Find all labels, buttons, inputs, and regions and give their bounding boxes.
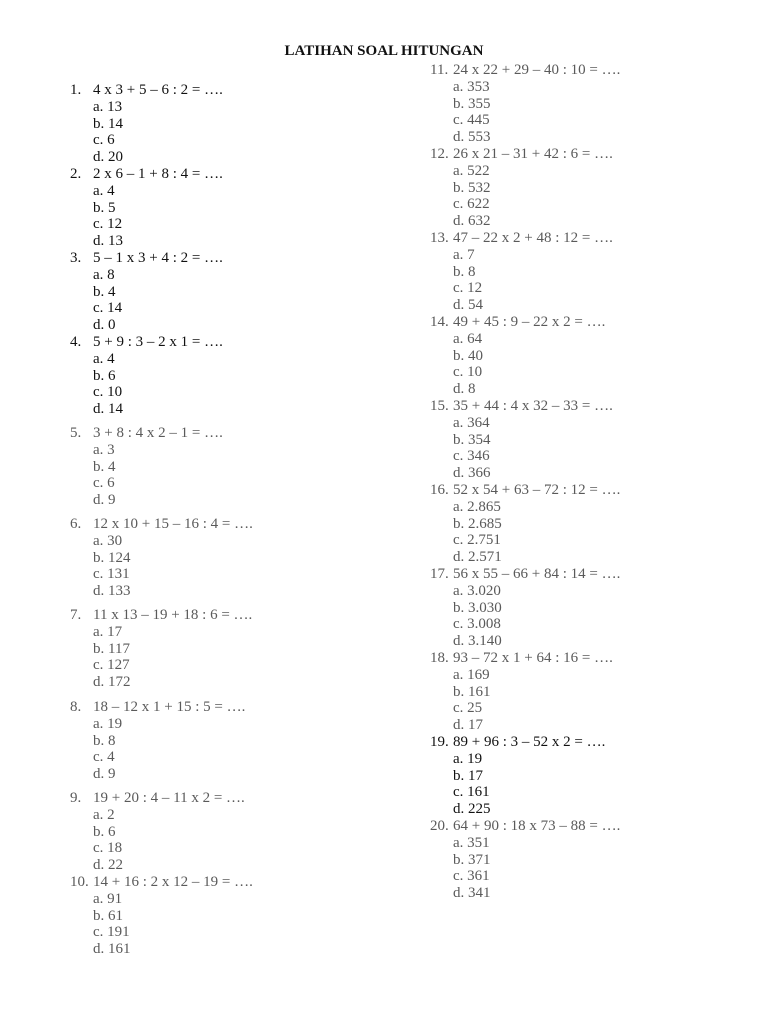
answer-option: d. 9 xyxy=(93,492,116,509)
question-header xyxy=(70,699,410,716)
question-header xyxy=(430,566,768,583)
question-number: 6. xyxy=(70,516,82,532)
answer-option: c. 18 xyxy=(93,840,123,857)
question-11 xyxy=(430,62,768,146)
question-number: 2. xyxy=(70,166,82,182)
question-header xyxy=(430,818,768,835)
answer-option: b. 5 xyxy=(93,199,116,216)
question-text: 3 + 8 : 4 x 2 – 1 = …. xyxy=(93,425,223,441)
answer-option: a. 353 xyxy=(453,78,490,95)
answer-option: a. 64 xyxy=(453,330,483,347)
answer-option: c. 346 xyxy=(453,448,490,465)
question-text: 11 x 13 – 19 + 18 : 6 = …. xyxy=(93,607,253,623)
answer-option: b. 161 xyxy=(453,683,491,700)
answer-option: b. 61 xyxy=(93,907,123,924)
answer-option: c. 445 xyxy=(453,112,490,129)
answer-option: c. 3.008 xyxy=(453,616,501,633)
answer-option: c. 10 xyxy=(453,364,483,381)
answer-option: a. 364 xyxy=(453,414,490,431)
question-header xyxy=(430,482,768,499)
answer-option: d. 14 xyxy=(93,401,123,418)
question-number: 3. xyxy=(70,250,82,266)
question-header xyxy=(70,334,410,351)
answer-option: a. 19 xyxy=(93,715,123,732)
answer-option: a. 7 xyxy=(453,246,475,263)
question-number: 8. xyxy=(70,699,82,715)
answer-option: d. 553 xyxy=(453,129,491,146)
answer-option: d. 2.571 xyxy=(453,549,502,566)
answer-option: a. 2 xyxy=(93,806,115,823)
answer-option: c. 131 xyxy=(93,566,130,583)
question-text: 2 x 6 – 1 + 8 : 4 = …. xyxy=(93,166,223,182)
question-text: 14 + 16 : 2 x 12 – 19 = …. xyxy=(93,874,253,890)
answer-option: a. 91 xyxy=(93,890,123,907)
question-number: 5. xyxy=(70,425,82,441)
answer-option: d. 13 xyxy=(93,233,123,250)
answer-option: a. 3 xyxy=(93,441,115,458)
answer-option: b. 371 xyxy=(453,851,491,868)
question-header xyxy=(70,425,410,442)
answer-option: d. 341 xyxy=(453,885,491,902)
question-13 xyxy=(430,230,768,314)
question-number: 10. xyxy=(70,874,89,890)
answer-option: d. 172 xyxy=(93,674,131,691)
answer-option: c. 12 xyxy=(453,280,483,297)
question-text: 35 + 44 : 4 x 32 – 33 = …. xyxy=(453,398,613,414)
question-5 xyxy=(70,425,410,509)
question-10 xyxy=(70,874,410,958)
answer-option: d. 8 xyxy=(453,381,476,398)
question-14 xyxy=(430,314,768,398)
answer-option: c. 25 xyxy=(453,700,483,717)
question-17 xyxy=(430,566,768,650)
answer-option: c. 14 xyxy=(93,300,123,317)
question-16 xyxy=(430,482,768,566)
question-text: 12 x 10 + 15 – 16 : 4 = …. xyxy=(93,516,253,532)
answer-option: c. 191 xyxy=(93,924,130,941)
answer-option: b. 3.030 xyxy=(453,599,502,616)
question-text: 5 – 1 x 3 + 4 : 2 = …. xyxy=(93,250,223,266)
answer-option: a. 19 xyxy=(453,750,483,767)
question-header xyxy=(430,398,768,415)
answer-option: a. 169 xyxy=(453,666,490,683)
question-text: 26 x 21 – 31 + 42 : 6 = …. xyxy=(453,146,613,162)
answer-option: a. 351 xyxy=(453,834,490,851)
answer-option: b. 6 xyxy=(93,367,116,384)
question-header xyxy=(70,874,410,891)
answer-option: a. 8 xyxy=(93,266,115,283)
question-19 xyxy=(430,734,768,818)
answer-option: b. 14 xyxy=(93,115,123,132)
answer-option: c. 10 xyxy=(93,384,123,401)
answer-option: b. 4 xyxy=(93,458,116,475)
question-header xyxy=(430,146,768,163)
answer-option: c. 4 xyxy=(93,749,115,766)
answer-option: d. 17 xyxy=(453,717,483,734)
question-text: 52 x 54 + 63 – 72 : 12 = …. xyxy=(453,482,621,498)
question-1 xyxy=(70,82,410,166)
question-number: 17. xyxy=(430,566,449,582)
answer-option: c. 127 xyxy=(93,657,130,674)
question-header xyxy=(430,314,768,331)
answer-option: c. 6 xyxy=(93,132,115,149)
question-text: 19 + 20 : 4 – 11 x 2 = …. xyxy=(93,790,245,806)
answer-option: b. 17 xyxy=(453,767,483,784)
answer-option: c. 361 xyxy=(453,868,490,885)
answer-option: d. 366 xyxy=(453,465,491,482)
question-number: 13. xyxy=(430,230,449,246)
question-header xyxy=(430,650,768,667)
question-number: 11. xyxy=(430,62,449,78)
question-number: 19. xyxy=(430,734,449,750)
question-2 xyxy=(70,166,410,250)
question-text: 64 + 90 : 18 x 73 – 88 = …. xyxy=(453,818,621,834)
answer-option: a. 2.865 xyxy=(453,498,501,515)
question-6 xyxy=(70,516,410,600)
question-number: 15. xyxy=(430,398,449,414)
answer-option: a. 17 xyxy=(93,623,123,640)
page-title: LATIHAN SOAL HITUNGAN xyxy=(284,43,484,59)
answer-option: d. 54 xyxy=(453,297,483,314)
question-text: 24 x 22 + 29 – 40 : 10 = …. xyxy=(453,62,621,78)
question-number: 9. xyxy=(70,790,82,806)
question-number: 1. xyxy=(70,82,82,98)
answer-option: c. 2.751 xyxy=(453,532,501,549)
question-number: 16. xyxy=(430,482,449,498)
question-header xyxy=(70,790,410,807)
question-number: 4. xyxy=(70,334,82,350)
answer-option: d. 3.140 xyxy=(453,633,502,650)
answer-option: d. 22 xyxy=(93,857,123,874)
question-text: 56 x 55 – 66 + 84 : 14 = …. xyxy=(453,566,621,582)
answer-option: d. 225 xyxy=(453,801,491,818)
answer-option: b. 8 xyxy=(93,732,116,749)
answer-option: b. 8 xyxy=(453,263,476,280)
answer-option: b. 40 xyxy=(453,347,483,364)
answer-option: d. 632 xyxy=(453,213,491,230)
question-text: 49 + 45 : 9 – 22 x 2 = …. xyxy=(453,314,606,330)
question-7 xyxy=(70,607,410,691)
question-header xyxy=(70,607,410,624)
answer-option: a. 522 xyxy=(453,162,490,179)
question-number: 12. xyxy=(430,146,449,162)
answer-option: b. 6 xyxy=(93,823,116,840)
question-number: 18. xyxy=(430,650,449,666)
answer-option: c. 6 xyxy=(93,475,115,492)
answer-option: b. 354 xyxy=(453,431,491,448)
question-header xyxy=(430,62,768,79)
question-text: 93 – 72 x 1 + 64 : 16 = …. xyxy=(453,650,613,666)
question-9 xyxy=(70,790,410,874)
answer-option: a. 13 xyxy=(93,98,123,115)
question-20 xyxy=(430,818,768,902)
question-15 xyxy=(430,398,768,482)
answer-option: a. 4 xyxy=(93,182,115,199)
answer-option: d. 9 xyxy=(93,766,116,783)
answer-option: a. 3.020 xyxy=(453,582,501,599)
question-number: 14. xyxy=(430,314,449,330)
answer-option: b. 2.685 xyxy=(453,515,502,532)
question-text: 89 + 96 : 3 – 52 x 2 = …. xyxy=(453,734,606,750)
question-header xyxy=(70,250,410,267)
answer-option: d. 20 xyxy=(93,149,123,166)
answer-option: b. 124 xyxy=(93,549,131,566)
answer-option: d. 161 xyxy=(93,941,131,958)
question-3 xyxy=(70,250,410,334)
question-text: 4 x 3 + 5 – 6 : 2 = …. xyxy=(93,82,223,98)
answer-option: b. 117 xyxy=(93,640,130,657)
answer-option: c. 622 xyxy=(453,196,490,213)
question-4 xyxy=(70,334,410,418)
question-text: 47 – 22 x 2 + 48 : 12 = …. xyxy=(453,230,613,246)
question-18 xyxy=(430,650,768,734)
question-header xyxy=(70,166,410,183)
question-number: 20. xyxy=(430,818,449,834)
question-12 xyxy=(430,146,768,230)
question-number: 7. xyxy=(70,607,82,623)
answer-option: c. 161 xyxy=(453,784,490,801)
question-text: 18 – 12 x 1 + 15 : 5 = …. xyxy=(93,699,246,715)
answer-option: d. 0 xyxy=(93,317,116,334)
question-text: 5 + 9 : 3 – 2 x 1 = …. xyxy=(93,334,223,350)
answer-option: b. 4 xyxy=(93,283,116,300)
question-header xyxy=(70,516,410,533)
answer-option: c. 12 xyxy=(93,216,123,233)
question-header xyxy=(70,82,410,99)
question-8 xyxy=(70,699,410,783)
answer-option: d. 133 xyxy=(93,583,131,600)
answer-option: b. 355 xyxy=(453,95,491,112)
answer-option: a. 4 xyxy=(93,350,115,367)
question-header xyxy=(430,230,768,247)
question-header xyxy=(430,734,768,751)
answer-option: a. 30 xyxy=(93,532,123,549)
answer-option: b. 532 xyxy=(453,179,491,196)
